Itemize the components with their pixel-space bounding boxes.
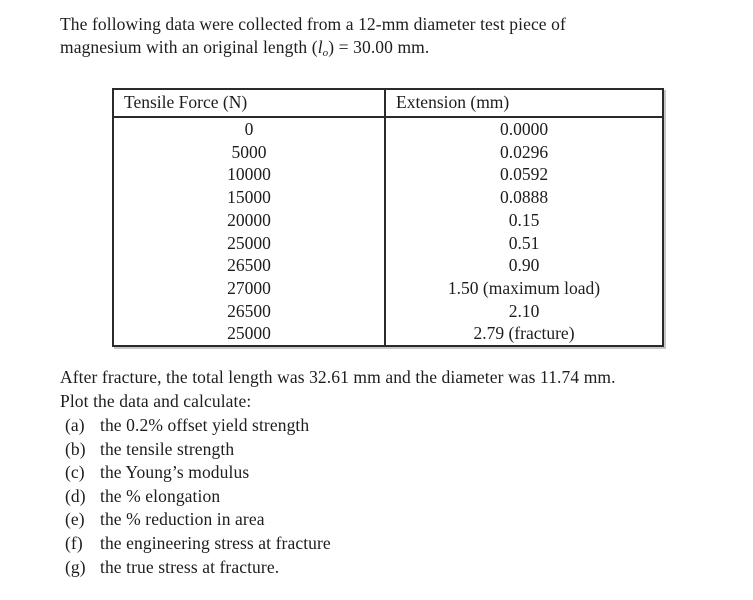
question-item-e <box>60 508 616 532</box>
cell-extension: 0.0888 <box>385 186 663 209</box>
intro-line-2-pre: magnesium with an original length ( <box>60 37 318 57</box>
cell-extension: 1.50 (maximum load) <box>385 277 663 300</box>
cell-extension: 2.10 <box>385 300 663 323</box>
question-item-f <box>60 532 616 556</box>
question-text: the true stress at fracture. <box>100 556 280 577</box>
intro-paragraph <box>60 13 566 59</box>
question-label: (a) <box>65 415 85 435</box>
cell-force: 10000 <box>227 164 271 185</box>
question-label: (b) <box>65 438 86 459</box>
question-label: (d) <box>65 485 86 506</box>
question-item-a <box>60 414 616 438</box>
intro-line-1: The following data were collected from a 12-mm diameter test piece of <box>60 14 566 34</box>
original-length-symbol: $l_o$ <box>317 37 329 59</box>
cell-extension: 0.0296 <box>385 141 663 164</box>
question-label: (c) <box>65 462 85 483</box>
question-text: the % reduction in area <box>100 509 265 530</box>
cell-extension: 0.15 <box>385 209 663 232</box>
table-header-row <box>113 89 663 117</box>
cell-force: 20000 <box>227 209 271 230</box>
cell-force: 26500 <box>227 255 271 276</box>
question-text: the Young’s modulus <box>100 462 250 483</box>
question-item-b <box>60 438 616 462</box>
cell-force: 25000 <box>227 232 271 253</box>
table-row <box>113 254 663 277</box>
cell-extension: 0.0592 <box>385 163 663 186</box>
question-item-c <box>60 461 616 485</box>
table-row <box>113 209 663 232</box>
cell-extension: 0.51 <box>385 232 663 255</box>
cell-force: 5000 <box>231 141 267 162</box>
closing-line-1: After fracture, the total length was 32.61 mm and the diameter was 11.74 mm. <box>60 367 616 387</box>
intro-line-2-post: ) = 30.00 mm. <box>328 37 430 57</box>
question-text: the tensile strength <box>100 438 235 459</box>
cell-force: 26500 <box>227 300 271 321</box>
question-item-d <box>60 485 616 509</box>
question-text: the engineering stress at fracture <box>100 532 331 553</box>
table-row <box>113 117 663 141</box>
question-item-g <box>60 556 616 580</box>
question-label: (g) <box>65 556 86 577</box>
closing-line-2: Plot the data and calculate: <box>60 390 252 411</box>
cell-extension: 0.0000 <box>385 117 663 141</box>
question-label: (e) <box>65 509 85 530</box>
cell-force: 0 <box>244 119 254 139</box>
original-length-subscript: o <box>322 47 329 59</box>
table-row <box>113 186 663 209</box>
table-row <box>113 322 663 346</box>
question-text: the 0.2% offset yield strength <box>100 415 310 435</box>
table-row <box>113 141 663 164</box>
header-cell-extension: Extension (mm) <box>385 89 663 117</box>
cell-force: 15000 <box>227 187 271 208</box>
tensile-data-table <box>112 88 664 347</box>
table-row <box>113 277 663 300</box>
table-row <box>113 163 663 186</box>
question-text: the % elongation <box>100 485 221 506</box>
table-row <box>113 232 663 255</box>
question-list <box>60 414 616 579</box>
intro-line-2 <box>60 36 566 59</box>
header-cell-tensile-force: Tensile Force (N) <box>113 89 385 117</box>
cell-force: 27000 <box>227 277 271 298</box>
closing-paragraph <box>60 366 616 579</box>
table-row <box>113 300 663 323</box>
cell-force: 25000 <box>227 323 271 344</box>
cell-extension: 2.79 (fracture) <box>385 322 663 346</box>
question-label: (f) <box>65 532 83 553</box>
cell-extension: 0.90 <box>385 254 663 277</box>
